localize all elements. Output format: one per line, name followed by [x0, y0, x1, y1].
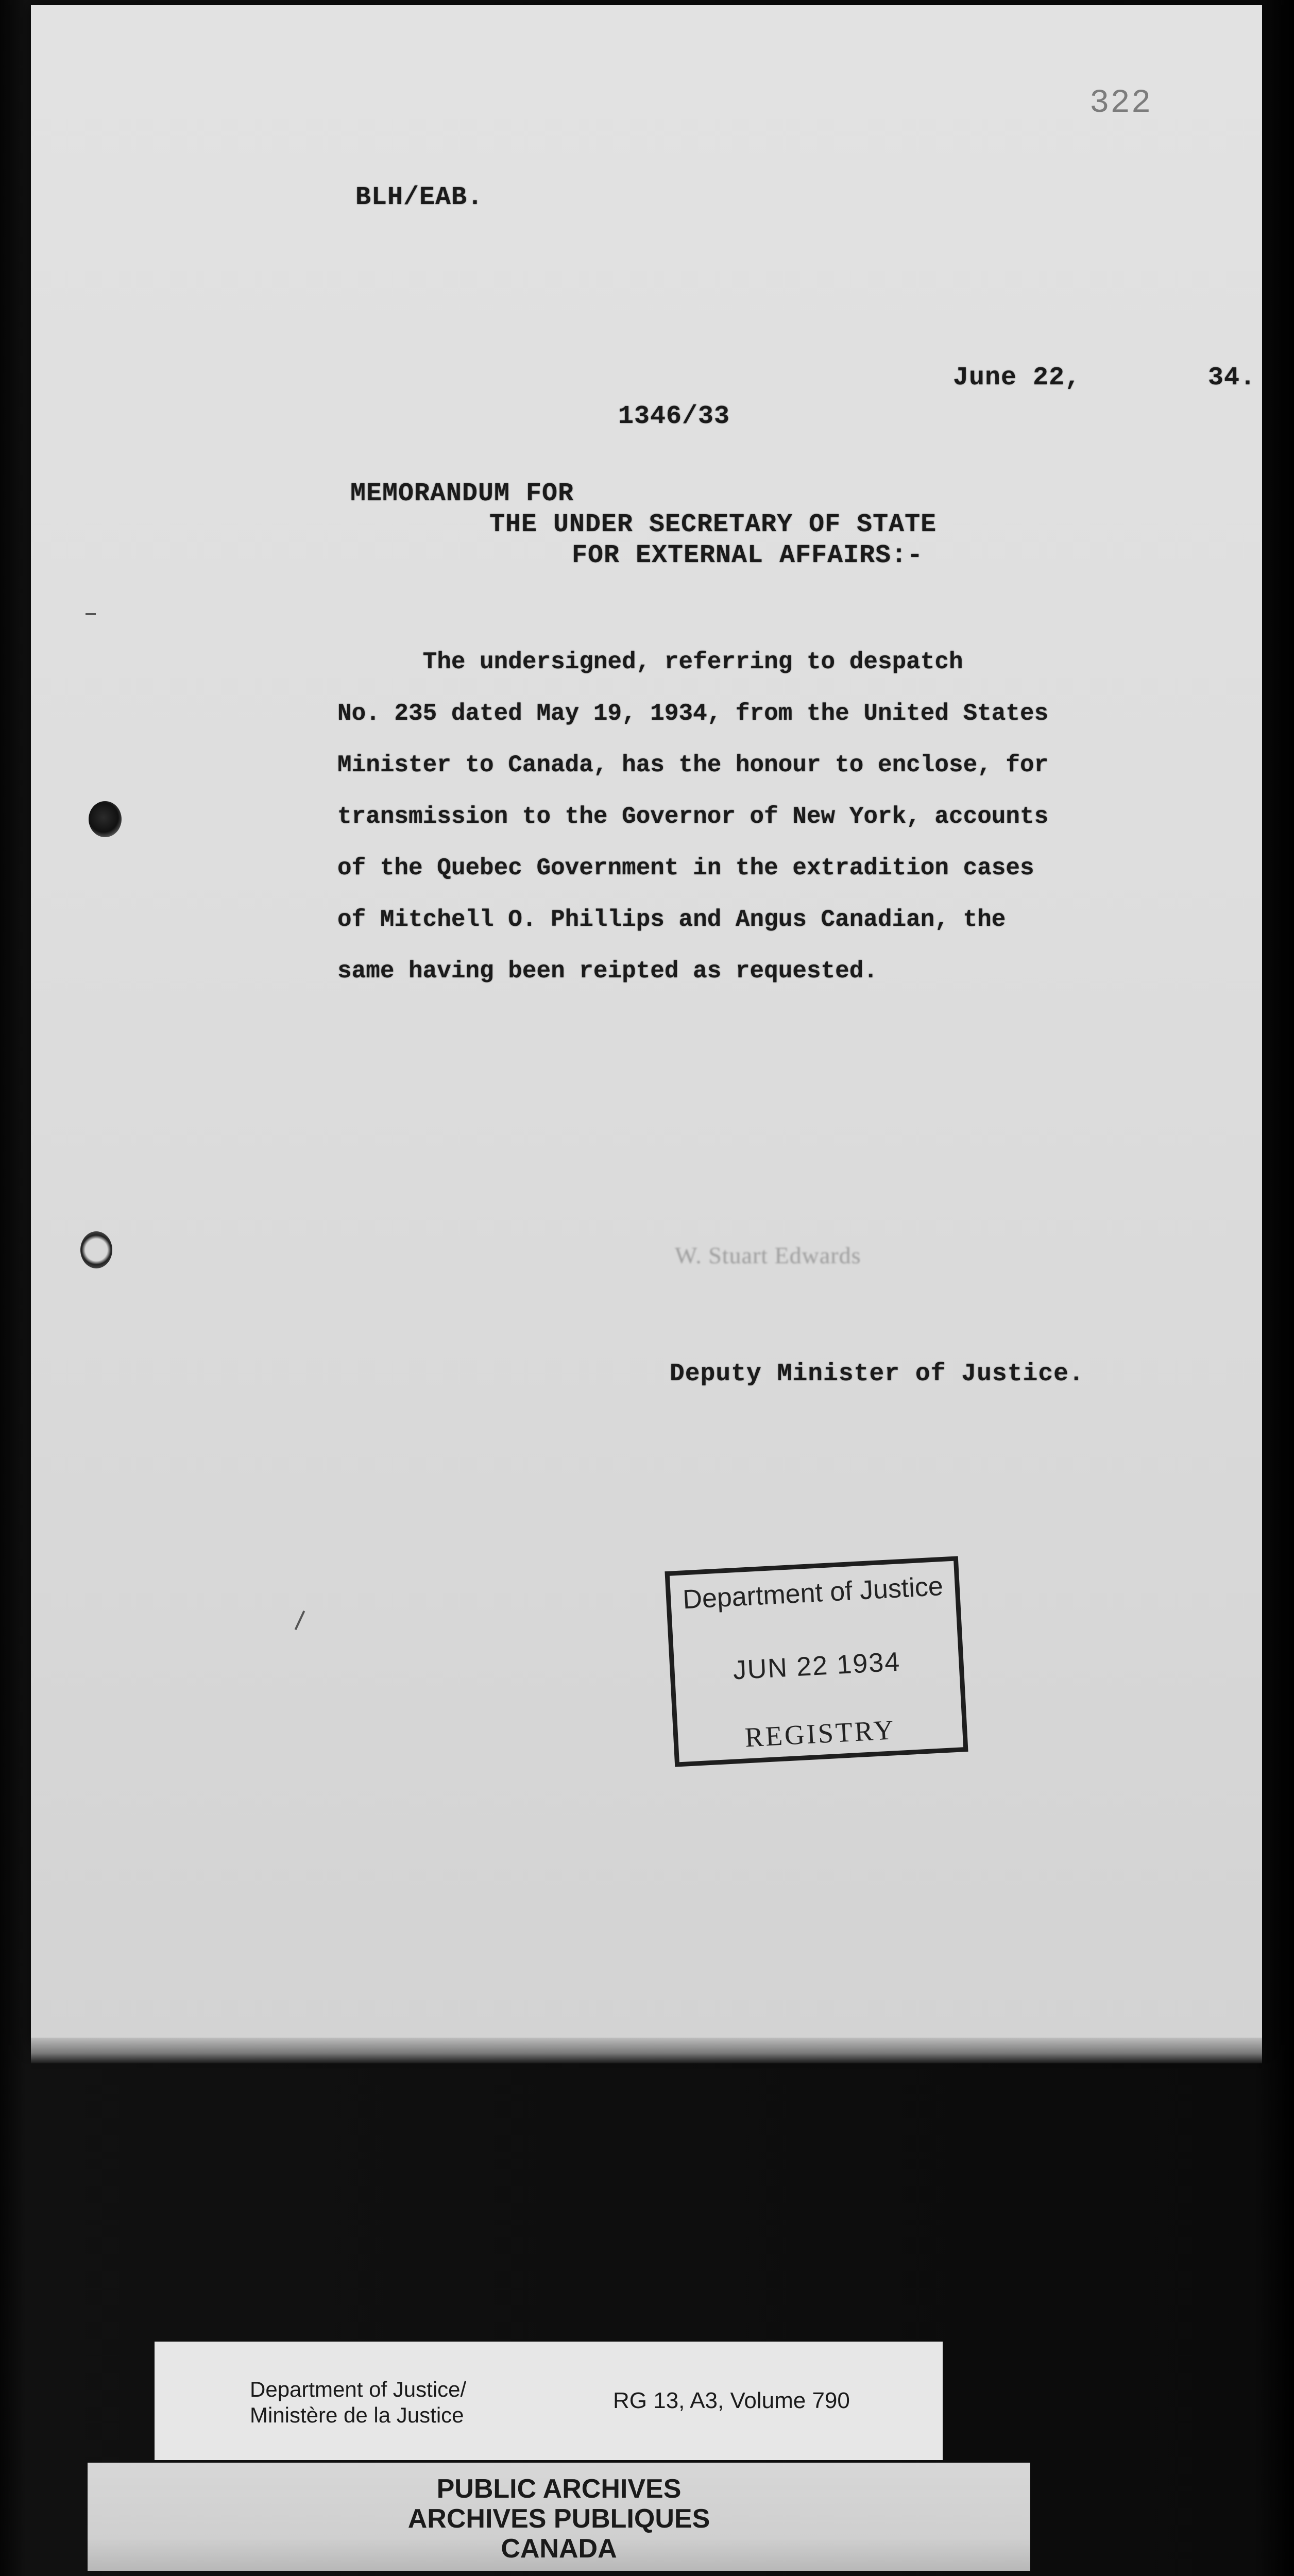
- signatory-title: Deputy Minister of Justice.: [670, 1360, 1084, 1388]
- author-initials: BLH/EAB.: [355, 183, 484, 212]
- label-reference: RG 13, A3, Volume 790: [613, 2388, 850, 2413]
- memo-header-line-1: MEMORANDUM FOR: [350, 479, 574, 509]
- memo-header-line-3: FOR EXTERNAL AFFAIRS:-: [572, 541, 924, 570]
- banner-text: [88, 2474, 1030, 2564]
- body-line-7: same having been reipted as requested.: [337, 958, 878, 985]
- stamp-department: Department of Justice: [682, 1571, 944, 1615]
- stray-mark: [86, 613, 96, 615]
- stamp-date: JUN 22 1934: [732, 1647, 901, 1686]
- stamp-registry: REGISTRY: [744, 1714, 897, 1753]
- memo-body: [337, 636, 1162, 997]
- public-archives-banner: [88, 2463, 1030, 2571]
- date-month-day: June 22,: [953, 363, 1081, 393]
- date-year: 34.: [1208, 363, 1256, 393]
- page-number: 322: [1089, 85, 1152, 122]
- banner-line-1: PUBLIC ARCHIVES: [436, 2474, 682, 2504]
- punch-hole-upper: [89, 801, 122, 837]
- label-department-en: Department of Justice/: [250, 2377, 467, 2401]
- banner-line-2: ARCHIVES PUBLIQUES: [407, 2504, 710, 2534]
- memorandum-page: [31, 5, 1262, 2045]
- label-department: [250, 2377, 466, 2428]
- file-number: 1346/33: [618, 402, 730, 431]
- punch-hole-lower: [80, 1231, 112, 1268]
- memo-header-line-2: THE UNDER SECRETARY OF STATE: [489, 510, 937, 539]
- body-line-2: No. 235 dated May 19, 1934, from the United States: [337, 700, 1049, 727]
- signature: W. Stuart Edwards: [675, 1242, 861, 1268]
- body-line-3: Minister to Canada, has the honour to enclose, for: [337, 752, 1049, 778]
- page-bottom-edge: [31, 2038, 1262, 2063]
- banner-line-3: CANADA: [501, 2534, 617, 2564]
- archive-reference-label: [155, 2342, 943, 2460]
- label-department-fr: Ministère de la Justice: [250, 2403, 464, 2427]
- body-line-5: of the Quebec Government in the extradition cases: [337, 855, 1034, 882]
- body-line-4: transmission to the Governor of New York, accounts: [337, 803, 1049, 830]
- body-line-6: of Mitchell O. Phillips and Angus Canadian, the: [337, 906, 1006, 933]
- registry-stamp: [665, 1556, 968, 1767]
- body-line-1: The undersigned, referring to despatch: [337, 649, 963, 675]
